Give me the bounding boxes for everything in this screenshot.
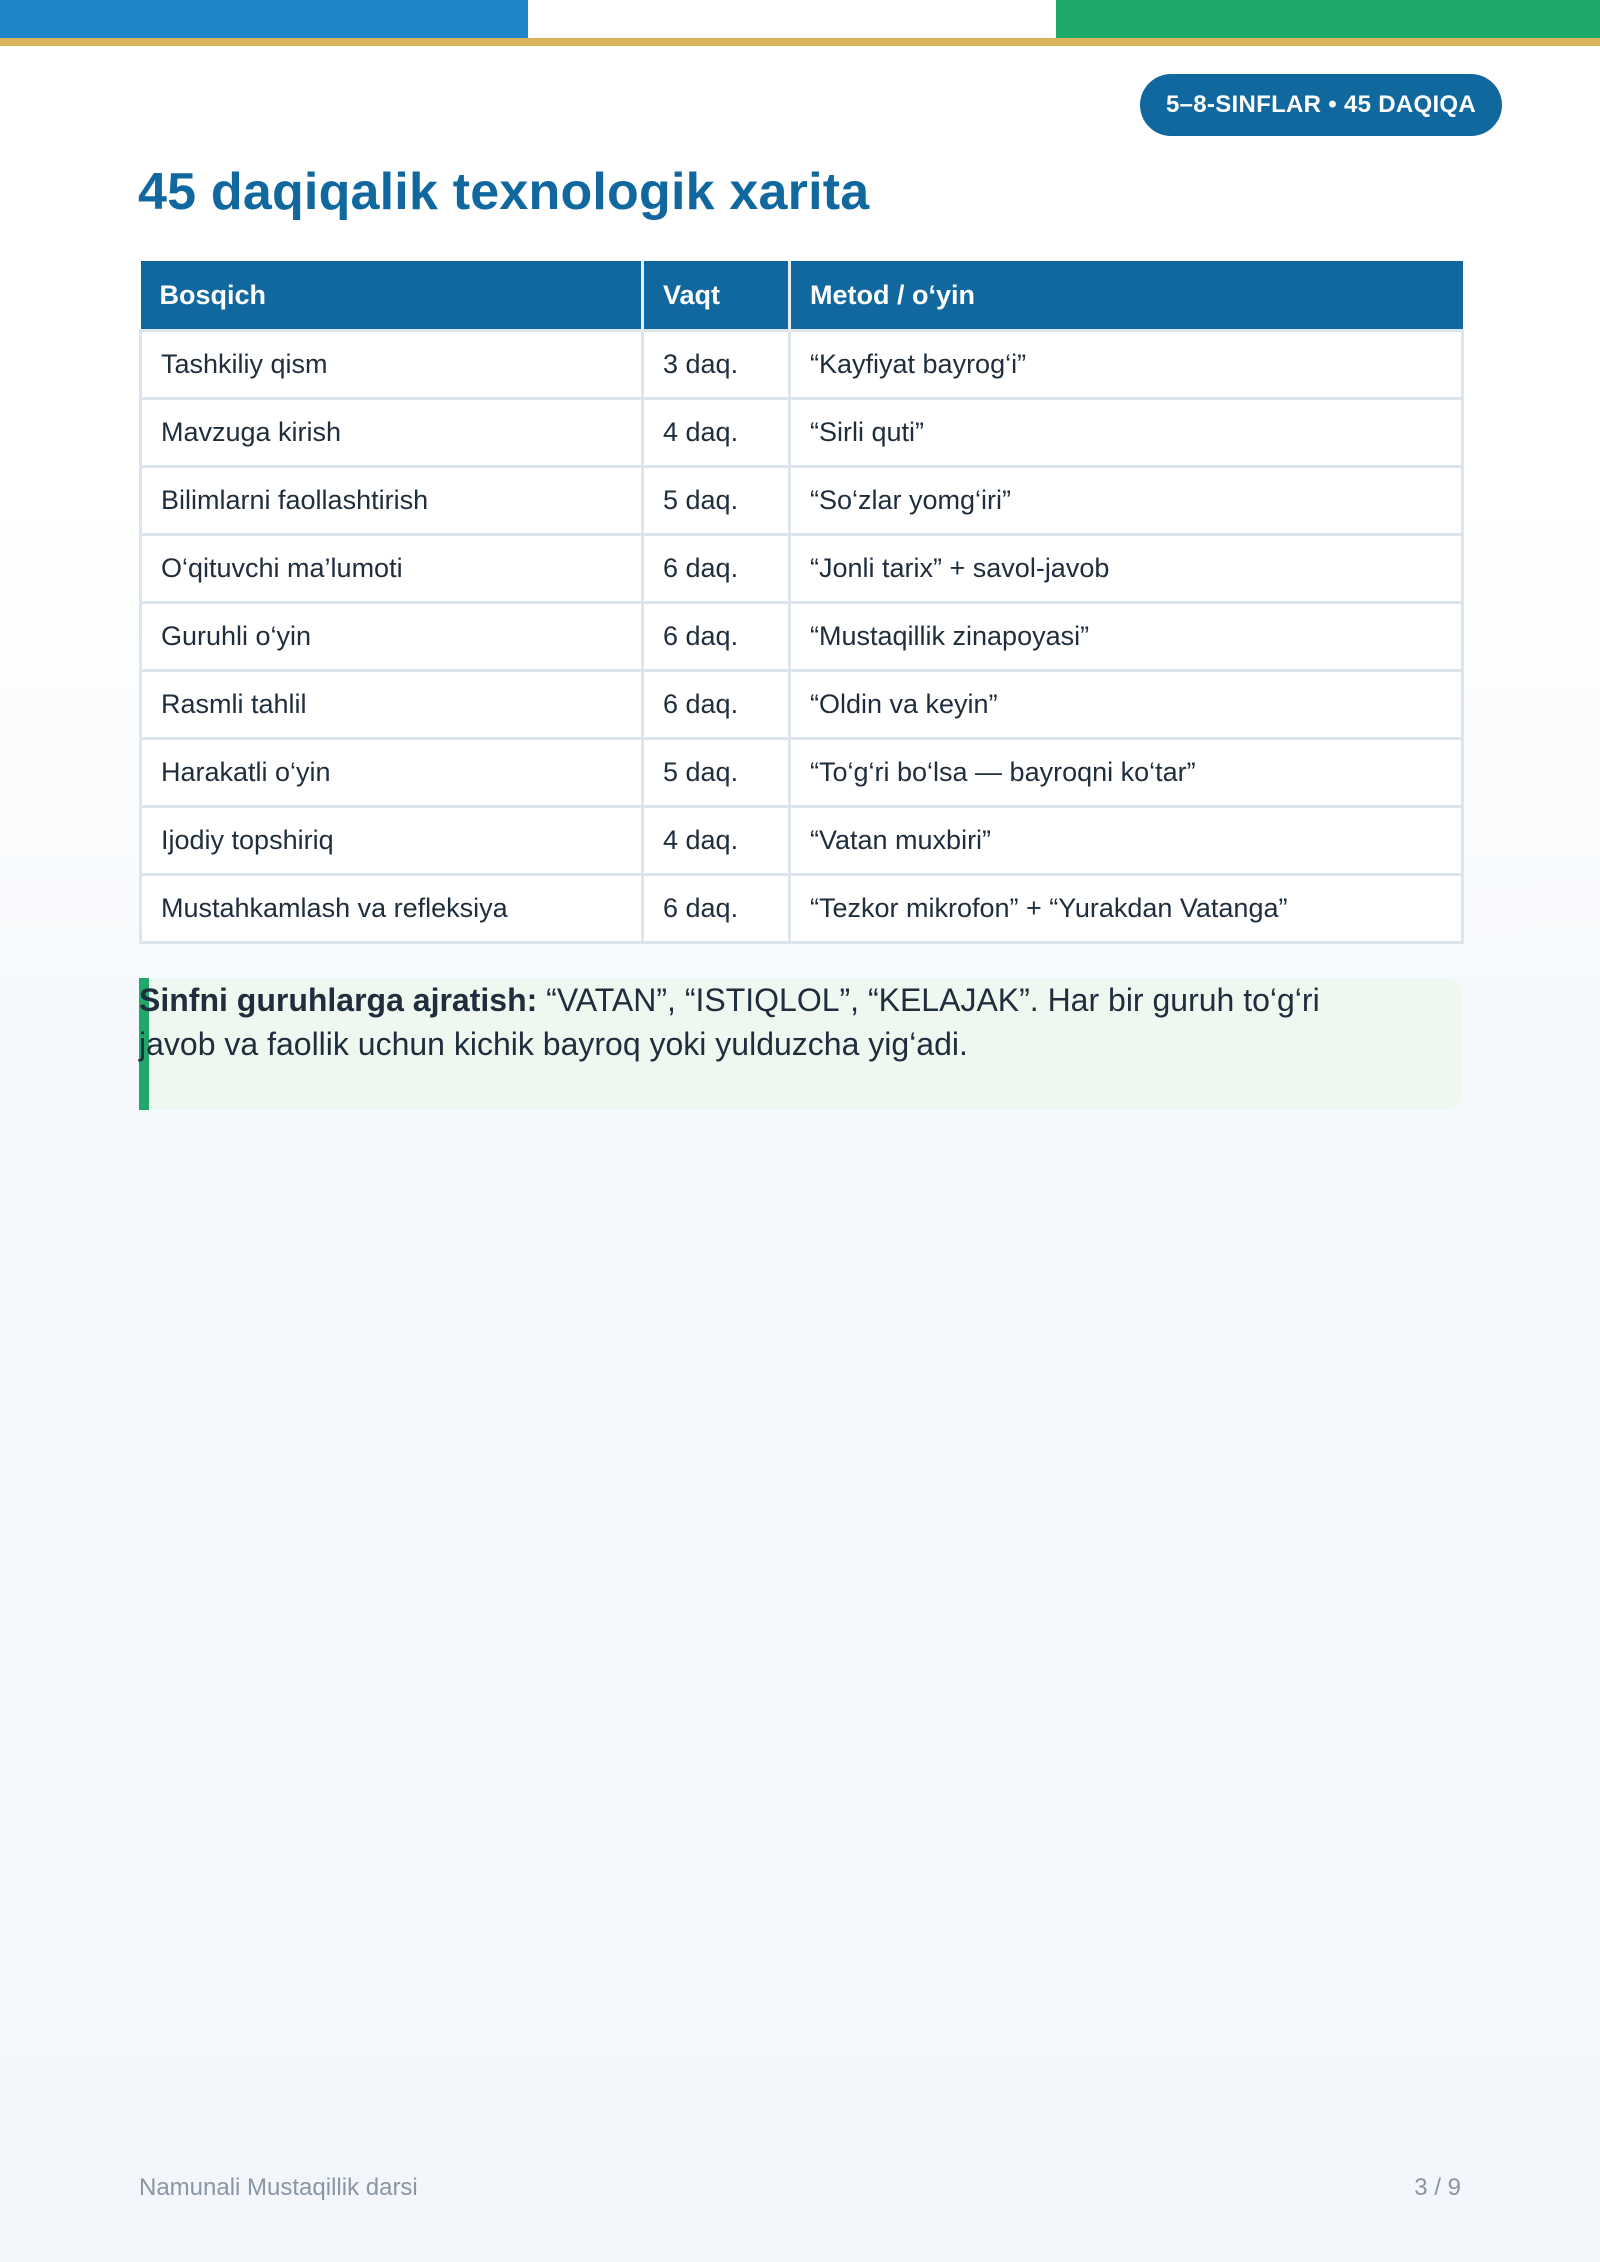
footer-document-title: Namunali Mustaqillik darsi [139,2174,418,2201]
page-title: 45 daqiqalik texnologik xarita [138,163,870,221]
method-cell: “Mustaqillik zinapoyasi” [790,603,1463,671]
table-row [141,603,1463,671]
time-cell: 5 daq. [643,739,790,807]
top-band-green [1056,0,1600,38]
time-cell: 6 daq. [643,535,790,603]
time-cell: 6 daq. [643,603,790,671]
grade-duration-badge: 5–8-SINFLAR • 45 DAQIQA [1140,74,1502,136]
method-cell: “So‘zlar yomg‘iri” [790,467,1463,535]
top-band-blue [0,0,528,38]
table-row [141,807,1463,875]
table-row [141,467,1463,535]
stage-cell: Mavzuga kirish [141,399,643,467]
grouping-note-text [139,978,1379,1066]
time-cell: 6 daq. [643,875,790,943]
grouping-note-box [139,978,1461,1110]
footer-page-number: 3 / 9 [1414,2174,1461,2201]
note-body: “VATAN”, “ISTIQLOL”, “KELAJAK”. Har bir guruh to‘g‘ri javob va faollik uchun kichik bayroq yoki yulduzcha yig‘adi. [139,982,1320,1062]
table-row [141,739,1463,807]
table-row [141,331,1463,399]
table-row [141,535,1463,603]
time-cell: 4 daq. [643,399,790,467]
column-header-method: Metod / o‘yin [790,261,1463,331]
table-row [141,399,1463,467]
note-label: Sinfni guruhlarga ajratish: [139,982,538,1018]
stage-cell: Harakatli o‘yin [141,739,643,807]
stage-cell: Ijodiy topshiriq [141,807,643,875]
stage-cell: O‘qituvchi ma’lumoti [141,535,643,603]
stage-cell: Bilimlarni faollashtirish [141,467,643,535]
table-header-row [141,261,1463,331]
method-cell: “Jonli tarix” + savol-javob [790,535,1463,603]
stage-cell: Mustahkamlash va refleksiya [141,875,643,943]
method-cell: “Kayfiyat bayrog‘i” [790,331,1463,399]
time-cell: 6 daq. [643,671,790,739]
top-color-band [0,0,1600,46]
column-header-stage: Bosqich [141,261,643,331]
method-cell: “Tezkor mikrofon” + “Yurakdan Vatanga” [790,875,1463,943]
method-cell: “Sirli quti” [790,399,1463,467]
method-cell: “To‘g‘ri bo‘lsa — bayroqni ko‘tar” [790,739,1463,807]
lesson-plan-table [139,261,1464,944]
top-band-gold-line [0,38,1600,46]
method-cell: “Oldin va keyin” [790,671,1463,739]
table-row [141,875,1463,943]
time-cell: 5 daq. [643,467,790,535]
stage-cell: Guruhli o‘yin [141,603,643,671]
stage-cell: Tashkiliy qism [141,331,643,399]
table-row [141,671,1463,739]
stage-cell: Rasmli tahlil [141,671,643,739]
column-header-time: Vaqt [643,261,790,331]
time-cell: 3 daq. [643,331,790,399]
time-cell: 4 daq. [643,807,790,875]
method-cell: “Vatan muxbiri” [790,807,1463,875]
